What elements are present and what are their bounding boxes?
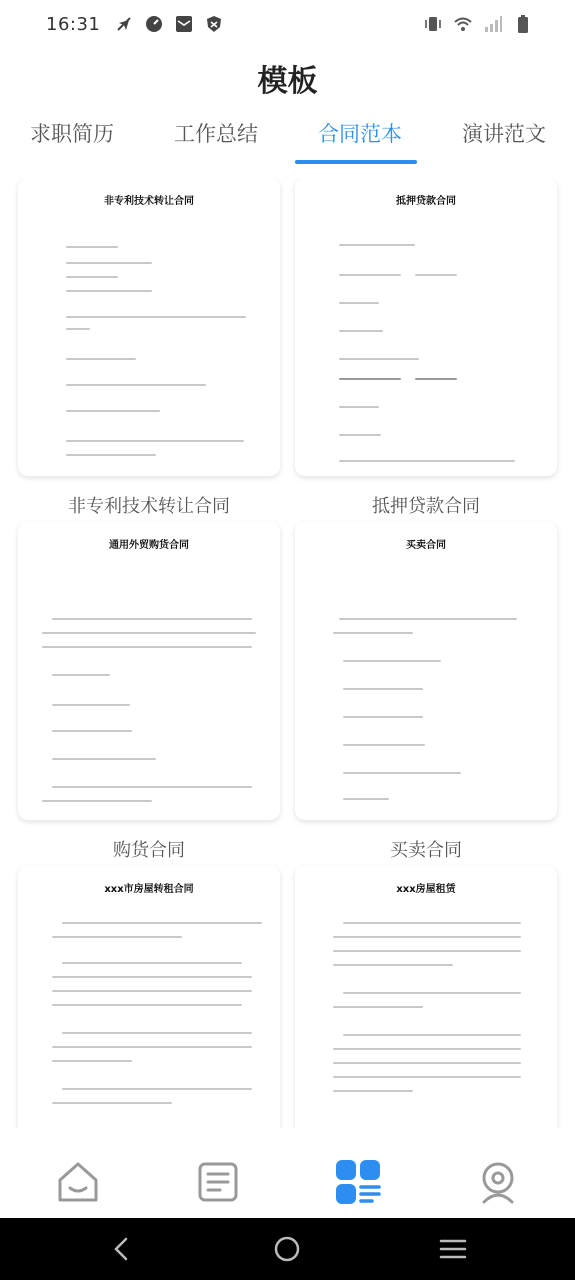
template-grid-icon[interactable]: [334, 1158, 382, 1206]
template-card[interactable]: [295, 866, 557, 1128]
tab-contract-template[interactable]: 合同范本: [318, 122, 402, 146]
tab-resume[interactable]: 求职简历: [30, 122, 114, 146]
battery-icon: [513, 14, 533, 34]
template-card[interactable]: [295, 522, 557, 820]
card-doc-title: xxx房屋租赁: [396, 884, 456, 895]
status-time: 16:31: [46, 13, 101, 35]
home-icon[interactable]: [54, 1158, 102, 1206]
system-nav-bar: [0, 1218, 575, 1280]
back-icon[interactable]: [108, 1235, 136, 1263]
status-left-icons: [114, 14, 224, 34]
card-doc-title: 通用外贸购货合同: [109, 540, 189, 551]
template-card[interactable]: [18, 522, 280, 820]
wifi-icon: [453, 14, 473, 34]
home-circle-icon[interactable]: [273, 1235, 301, 1263]
template-card[interactable]: [295, 178, 557, 476]
tab-work-summary[interactable]: 工作总结: [174, 122, 258, 146]
document-icon[interactable]: [194, 1158, 242, 1206]
bottom-nav: [0, 1140, 575, 1218]
card-caption[interactable]: 购货合同: [113, 840, 185, 861]
card-doc-title: 买卖合同: [406, 540, 446, 551]
signal-icon: [483, 14, 503, 34]
card-doc-title: 抵押贷款合同: [396, 196, 456, 207]
card-caption[interactable]: 非专利技术转让合同: [68, 496, 230, 517]
menu-icon[interactable]: [439, 1235, 467, 1263]
template-card[interactable]: [18, 178, 280, 476]
card-caption[interactable]: 抵押贷款合同: [372, 496, 480, 517]
card-doc-title: 非专利技术转让合同: [104, 196, 194, 207]
tab-bar: [0, 118, 575, 166]
card-doc-title: xxx市房屋转租合同: [104, 884, 194, 895]
tab-speech[interactable]: 演讲范文: [462, 122, 546, 146]
profile-icon[interactable]: [474, 1158, 522, 1206]
status-bar: [0, 0, 575, 48]
template-card[interactable]: [18, 866, 280, 1128]
mail-icon: [174, 14, 194, 34]
no-location-icon: [114, 14, 134, 34]
vibrate-icon: [423, 14, 443, 34]
speed-icon: [144, 14, 164, 34]
page-title: 模板: [257, 64, 318, 99]
status-right-icons: [423, 14, 533, 34]
template-grid: [0, 178, 575, 1128]
shield-icon: [204, 14, 224, 34]
active-tab-indicator: [295, 160, 417, 164]
card-caption[interactable]: 买卖合同: [390, 840, 462, 861]
